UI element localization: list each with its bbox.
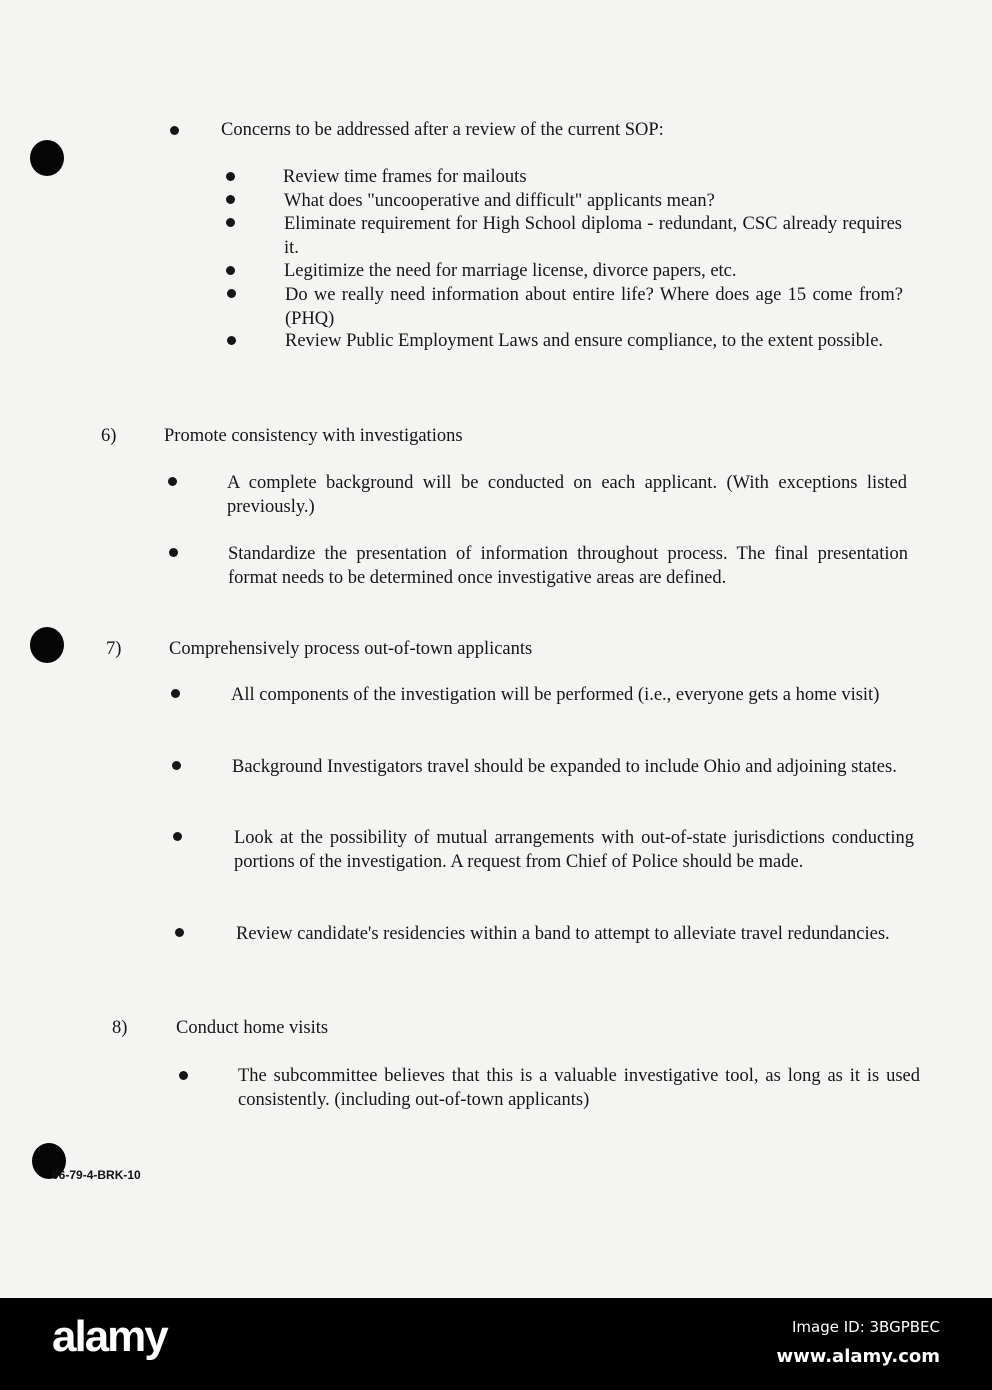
list-item: A complete background will be conducted on each applicant. (With exceptions listed previously.) <box>227 473 907 517</box>
section-number: 6) <box>101 426 117 446</box>
list-item: Eliminate requirement for High School diploma - redundant, CSC already requires it. <box>284 214 902 258</box>
bullet-icon <box>226 172 235 181</box>
image-id: Image ID: 3BGPBEC <box>791 1318 940 1336</box>
site-url: www.alamy.com <box>776 1346 940 1367</box>
bullet-icon <box>170 126 179 135</box>
list-item: Do we really need information about entire life? Where does age 15 come from? (PHQ) <box>285 285 903 329</box>
section-title: Comprehensively process out-of-town applicants <box>169 639 533 659</box>
list-item: Review Public Employment Laws and ensure compliance, to the extent possible. <box>285 331 884 351</box>
bullet-icon <box>171 689 180 698</box>
list-item: Background Investigators travel should be expanded to include Ohio and adjoining states. <box>232 757 897 777</box>
list-item: Review time frames for mailouts <box>283 167 527 187</box>
alamy-logo: alamy <box>52 1312 167 1361</box>
list-item: Look at the possibility of mutual arrangements with out-of-state jurisdictions conducting portions of the investigation. A request from Chief of Police should be made. <box>234 828 914 872</box>
bullet-icon <box>227 289 236 298</box>
section-title: Promote consistency with investigations <box>164 426 463 446</box>
bullet-icon <box>168 477 177 486</box>
section-title: Conduct home visits <box>176 1018 329 1038</box>
bullet-icon <box>227 336 236 345</box>
page-code: 96-79-4-BRK-10 <box>52 1168 141 1182</box>
list-item: Legitimize the need for marriage license, divorce papers, etc. <box>284 261 737 281</box>
list-item: Review candidate's residencies within a band to attempt to alleviate travel redundancies. <box>236 924 890 944</box>
section-number: 7) <box>106 639 122 659</box>
intro-text: Concerns to be addressed after a review of the current SOP: <box>221 120 664 140</box>
list-item: Standardize the presentation of information throughout process. The final presentation format needs to be determined once investigative areas are defined. <box>228 544 908 588</box>
watermark-footer <box>0 1298 992 1390</box>
list-item: What does "uncooperative and difficult" applicants mean? <box>284 191 715 211</box>
bullet-icon <box>226 266 235 275</box>
bullet-icon <box>169 548 178 557</box>
section-number: 8) <box>112 1018 128 1038</box>
list-item: All components of the investigation will be performed (i.e., everyone gets a home visit) <box>231 685 880 705</box>
bullet-icon <box>173 832 182 841</box>
bullet-icon <box>226 195 235 204</box>
bullet-icon <box>175 928 184 937</box>
punch-hole <box>30 140 64 176</box>
bullet-icon <box>179 1071 188 1080</box>
punch-hole <box>30 627 64 663</box>
bullet-icon <box>172 761 181 770</box>
bullet-icon <box>226 218 235 227</box>
list-item: The subcommittee believes that this is a valuable investigative tool, as long as it is used consistently. (including out-of-town applicants) <box>238 1066 920 1110</box>
